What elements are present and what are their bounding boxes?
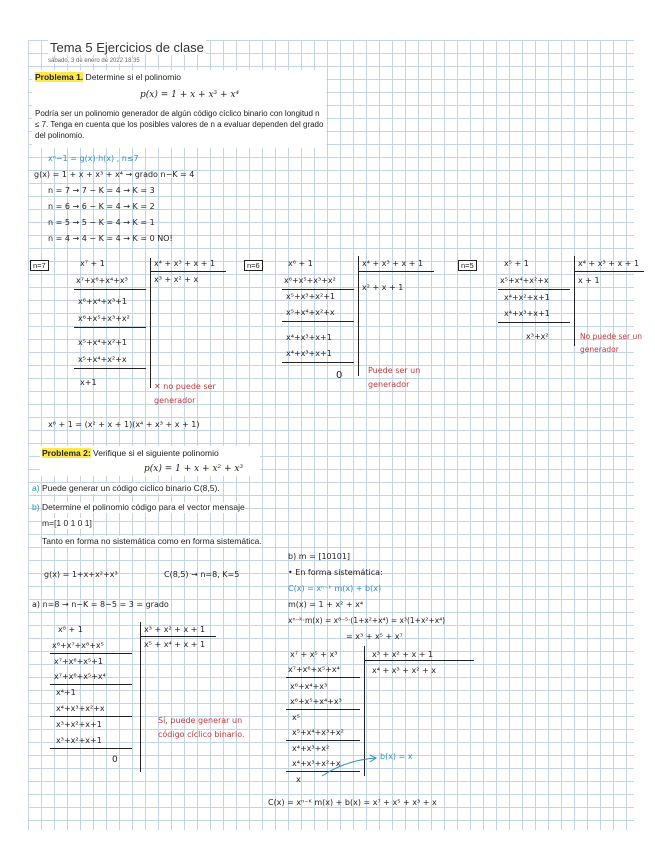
div7-divisor: x⁴ + x³ + x + 1: [154, 259, 216, 268]
adiv-dividend: x⁸ + 1: [58, 625, 83, 634]
adiv-remainder: 0: [112, 755, 118, 765]
arrow-icon: [318, 752, 380, 780]
work2-b-m: m(x) = 1 + x² + x⁴: [288, 600, 364, 609]
problem2-intro: Verifique si el siguiente polinomio: [90, 448, 219, 458]
work2-c: C(8,5) → n=8, K=5: [164, 570, 240, 579]
work2-a-line: a) n=8 → n−K = 8−5 = 3 = grado: [32, 600, 169, 609]
div6-tag: n=6: [244, 260, 263, 271]
div6-rule: [282, 321, 354, 322]
work1-case-5: n = 5 → 5 − K = 4 → K = 1: [48, 218, 155, 227]
div6-vertical-bar: [358, 256, 359, 376]
problem2-b-marker: b): [32, 502, 40, 512]
div6-step: x⁴+x³+x+1: [286, 333, 332, 342]
work2-b-arrow-label: b(x) = x: [380, 752, 413, 761]
div5-divisor-bar: [574, 271, 644, 272]
adiv-step: x⁴+1: [56, 688, 76, 697]
problem2-a-marker: a): [32, 483, 40, 493]
adiv-vertical-bar: [140, 622, 141, 772]
problem2-equation: p(x) = 1 + x + x² + x³: [144, 464, 244, 474]
page-date: sábado, 3 de enero de 2022 18:35: [48, 58, 140, 64]
div5-vertical-bar: [574, 256, 575, 346]
div6-dividend: x⁶ + 1: [288, 259, 313, 268]
adiv-divisor: x³ + x² + x + 1: [144, 625, 206, 634]
div7-remainder: x+1: [80, 378, 97, 387]
adiv-note: Sí, puede generar un código cíclico binario.: [158, 716, 245, 739]
bdiv-rule: [286, 709, 360, 710]
adiv-step: x³+x²+x+1: [56, 736, 102, 745]
bdiv-step: x⁶+x⁵+x⁴+x³: [290, 697, 342, 706]
div6-divisor-bar: [358, 271, 434, 272]
bdiv-step: x⁴+x³+x²+x: [292, 759, 341, 768]
adiv-rule: [50, 684, 132, 685]
problem1-label: Problema 1.: [35, 72, 84, 82]
div5-step: x⁴+x³+x+1: [504, 309, 550, 318]
problem2-label: Problema 2:: [42, 448, 91, 458]
bdiv-rule: [286, 740, 360, 741]
div7-rule: [74, 368, 146, 369]
div7-rule: [74, 289, 146, 290]
problem2-a-text: Puede generar un código cíclico binario C(8,5).: [42, 483, 220, 493]
bdiv-divisor-bar: [364, 660, 474, 661]
div6-step: x⁵+x⁴+x²+x: [286, 308, 335, 317]
div5-rule: [498, 322, 570, 323]
adiv-quotient: x⁵ + x⁴ + x + 1: [144, 640, 206, 649]
page-title: Tema 5 Ejercicios de clase: [50, 40, 204, 55]
div5-step: x⁵+x⁴+x²+x: [500, 276, 549, 285]
bdiv-quotient: x⁴ + x³ + x² + x: [372, 666, 436, 675]
adiv-rule: [50, 653, 132, 654]
adiv-step: x³+x²+x+1: [56, 720, 102, 729]
work2-b-header: b) m = [10101]: [288, 552, 351, 561]
div6-step: x⁶+x⁵+x³+x²: [284, 276, 336, 285]
div7-step: x⁷+x⁶+x⁴+x³: [76, 276, 128, 285]
bdiv-divisor: x³ + x² + x + 1: [372, 650, 434, 659]
work1-factorization: x⁶ + 1 = (x² + x + 1)(x⁴ + x³ + x + 1): [48, 420, 200, 429]
problem2-message: m=[1 0 1 0 1]: [42, 518, 92, 528]
div6-remainder: 0: [336, 370, 343, 381]
div7-rule: [74, 327, 146, 328]
div6-divisor: x⁴ + x³ + x + 1: [362, 259, 424, 268]
div7-dividend: x⁷ + 1: [80, 259, 105, 268]
problem1-equation: p(x) = 1 + x + x³ + x⁴: [140, 90, 240, 100]
div5-dividend: x⁵ + 1: [504, 259, 529, 268]
adiv-rule: [50, 748, 132, 749]
bdiv-rule: [286, 677, 360, 678]
div7-step: x⁶+x⁵+x³+x²: [78, 314, 130, 323]
bdiv-step: x⁶+x⁴+x³: [290, 682, 328, 691]
problem1-body: Podría ser un polinomio generador de algún código cíclico binario con longitud n ≤ 7. Tenga en cuenta que los posibles valores de n a evaluar dependen del grado del polinomio.: [35, 109, 324, 140]
work1-line1: xⁿ−1 = g(x)·h(x) , n≤7: [48, 154, 139, 163]
div7-vertical-bar: [150, 258, 151, 388]
div5-tag: n=5: [458, 260, 477, 271]
div6-quotient: x² + x + 1: [362, 283, 404, 292]
div5-quotient: x + 1: [578, 276, 600, 285]
work2-b-formula: C(x) = xⁿ⁻ᵏ m(x) + b(x): [288, 584, 382, 593]
div6-rule: [282, 362, 354, 363]
bdiv-step: x⁵: [292, 713, 300, 722]
div7-note: ✕ no puede ser generador: [154, 382, 216, 405]
work2-g: g(x) = 1+x+x²+x³: [44, 570, 118, 579]
work1-line2: g(x) = 1 + x + x³ + x⁴ → grado n−K = 4: [34, 170, 195, 179]
div5-step: x⁴+x²+x+1: [504, 293, 550, 302]
work1-case-4: n = 4 → 4 − K = 4 → K = 0 NO!: [48, 234, 173, 243]
div5-note: No puede ser un generador: [580, 332, 642, 354]
adiv-step: x⁸+x⁷+x⁶+x⁵: [52, 641, 104, 650]
work2-b-sys: • En forma sistemática:: [288, 568, 383, 577]
problem1-intro: Determine si el polinomio: [83, 72, 181, 82]
work1-case-6: n = 6 → 6 − K = 4 → K = 2: [48, 202, 155, 211]
bdiv-step: x⁴+x³+x²: [292, 744, 330, 753]
div7-step: x⁶+x⁴+x³+1: [78, 297, 128, 306]
div6-note: Puede ser un generador: [368, 366, 421, 389]
work2-b-prod: xⁿ⁻ᵏ·m(x) = x⁸⁻⁵·(1+x²+x⁴) = x³(1+x²+x⁴): [288, 616, 446, 625]
adiv-step: x⁷+x⁶+x⁵+x⁴: [54, 672, 106, 681]
problem2-note: Tanto en forma no sistemática como en forma sistemática.: [42, 536, 262, 546]
adiv-rule: [50, 716, 132, 717]
bdiv-step: x⁷+x⁶+x⁵+x⁴: [288, 665, 340, 674]
work2-b-prod2: = x³ + x⁵ + x⁷: [346, 632, 403, 641]
problem2-card: [40, 446, 260, 476]
div7-step: x⁵+x⁴+x²+x: [78, 355, 127, 364]
div6-step: x⁵+x³+x²+1: [286, 292, 336, 301]
work2-final: C(x) = xⁿ⁻ᴷ m(x) + b(x) = x⁷ + x⁵ + x³ + x: [268, 798, 437, 807]
div5-rule: [498, 289, 570, 290]
bdiv-dividend: x⁷ + x⁵ + x³: [290, 650, 338, 659]
bdiv-remainder: x: [296, 775, 301, 784]
div7-quotient: x³ + x² + x: [154, 275, 199, 284]
adiv-step: x⁷+x⁶+x⁵+1: [54, 657, 104, 666]
div7-divisor-bar: [150, 271, 226, 272]
div7-step: x⁵+x⁴+x²+1: [78, 338, 128, 347]
work1-case-7: n = 7 → 7 − K = 4 → K = 3: [48, 186, 155, 195]
adiv-divisor-bar: [140, 636, 216, 637]
bdiv-step: x⁵+x⁴+x³+x²: [292, 728, 344, 737]
div6-step: x⁴+x³+x+1: [286, 349, 332, 358]
problem2-b-text: Determine el polinomio código para el vector mensaje: [42, 502, 245, 512]
div5-remainder: x³+x²: [526, 332, 549, 341]
adiv-step: x⁴+x³+x²+x: [56, 704, 105, 713]
div6-rule: [282, 289, 354, 290]
div7-tag: n=7: [30, 260, 49, 271]
problem1-card: [32, 70, 326, 148]
div5-divisor: x⁴ + x³ + x + 1: [578, 259, 640, 268]
